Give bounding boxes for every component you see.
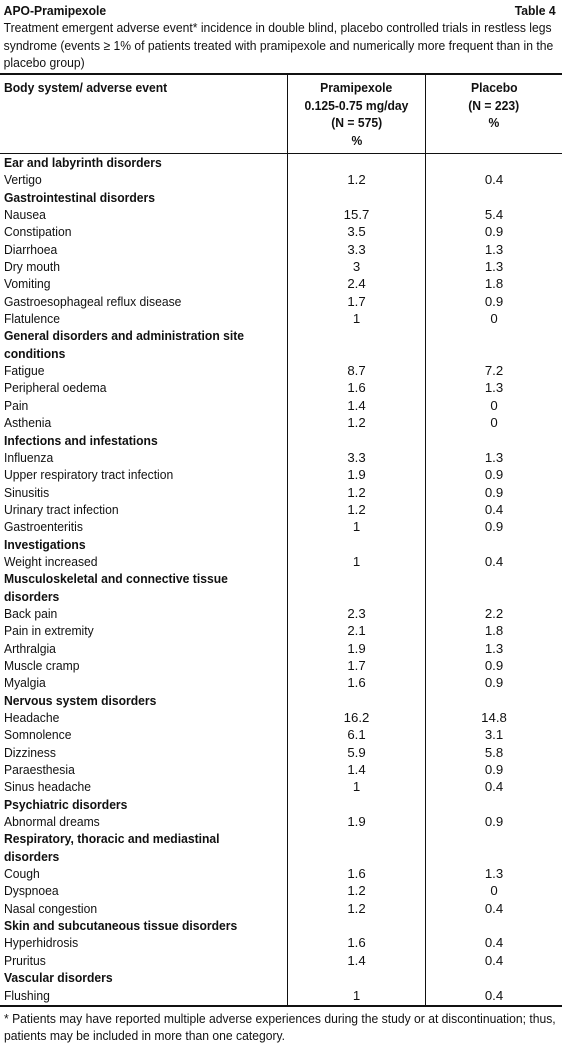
table-row: [0, 865, 562, 882]
placebo-value: 0.9: [484, 484, 504, 500]
category-label: disorders: [4, 588, 60, 604]
event-label: Pain in extremity: [4, 623, 94, 639]
table-row: [0, 362, 562, 379]
pramipexole-value: 2.3: [347, 605, 366, 621]
pramipexole-value: 16.2: [343, 710, 370, 725]
placebo-value: 7.2: [484, 363, 504, 379]
pramipexole-value: 3.3: [347, 449, 366, 465]
pramipexole-value: 1.2: [347, 883, 366, 899]
category-row: [0, 154, 562, 171]
pramipexole-value: 1: [352, 311, 361, 327]
category-label: Infections and infestations: [4, 432, 158, 448]
pramipexole-value: 5.9: [347, 744, 366, 760]
pramipexole-value: 1.2: [347, 900, 366, 916]
pramipexole-value: 1.4: [347, 762, 366, 778]
pramipexole-value: 1: [352, 553, 361, 569]
table-row: [0, 241, 562, 258]
placebo-value: 1.3: [484, 866, 504, 882]
pramipexole-value: 3.5: [347, 224, 366, 240]
pramipexole-value: 6.1: [347, 727, 366, 743]
category-label: conditions: [4, 345, 66, 361]
pramipexole-value: 1.6: [347, 380, 366, 396]
placebo-value: 0.9: [484, 657, 504, 673]
event-label: Dyspnoea: [4, 883, 59, 899]
placebo-value: 2.2: [484, 605, 504, 621]
category-label: Investigations: [4, 536, 86, 552]
table-row: [0, 171, 562, 188]
pramipexole-value: 3.3: [347, 241, 366, 257]
placebo-value: 0.9: [484, 762, 504, 778]
placebo-value: 0: [490, 415, 498, 431]
category-row: [0, 189, 562, 206]
table-body: [0, 154, 562, 1004]
placebo-value: 0.9: [484, 519, 504, 535]
column-header-event: Body system/ adverse event: [4, 80, 168, 95]
table-row: [0, 934, 562, 951]
table-row: [0, 952, 562, 969]
pramipexole-value: 1.9: [347, 467, 366, 483]
placebo-value: 0: [490, 397, 498, 413]
adverse-events-table: [0, 73, 562, 1007]
category-label: Psychiatric disorders: [4, 796, 128, 812]
pramipexole-value: 1: [352, 519, 361, 535]
event-label: Nausea: [4, 207, 46, 223]
table-row: [0, 501, 562, 518]
placebo-value: 0.4: [484, 172, 504, 188]
category-label: General disorders and administration site: [4, 328, 245, 344]
table-row: [0, 709, 562, 726]
category-row: [0, 917, 562, 934]
category-row: [0, 570, 562, 587]
event-label: Urinary tract infection: [4, 501, 119, 517]
event-label: Paraesthesia: [4, 762, 75, 778]
table-row: [0, 275, 562, 292]
placebo-value: 0.9: [484, 224, 504, 240]
placebo-value: 0.4: [484, 553, 504, 569]
placebo-value: 0: [490, 883, 498, 899]
event-label: Flatulence: [4, 311, 60, 327]
category-row: [0, 848, 562, 865]
category-row: [0, 327, 562, 344]
placebo-value: 1.3: [484, 380, 504, 396]
pramipexole-value: 1.7: [347, 293, 366, 309]
placebo-value: 14.8: [481, 710, 507, 725]
event-label: Myalgia: [4, 675, 46, 691]
event-label: Hyperhidrosis: [4, 935, 79, 951]
table-row: [0, 761, 562, 778]
event-label: Headache: [4, 710, 60, 725]
event-label: Sinusitis: [4, 484, 50, 500]
event-label: Weight increased: [4, 553, 98, 569]
table-row: [0, 553, 562, 570]
placebo-value: 0.4: [484, 952, 504, 968]
table-row: [0, 622, 562, 639]
category-row: [0, 432, 562, 449]
table-row: [0, 882, 562, 899]
table-footnote: * Patients may have reported multiple adverse experiences during the study or at discontinuation; thus, patients may be included in more than one category.: [4, 1011, 556, 1044]
pramipexole-value: 2.1: [347, 623, 366, 639]
table-caption: Treatment emergent adverse event* incidence in double blind, placebo controlled trials in restless legs syndrome (events ≥ 1% of patients treated with pramipexole and numerically more frequent than in the placebo group): [3, 20, 554, 70]
category-label: Vascular disorders: [4, 970, 113, 986]
placebo-value: 0.4: [484, 779, 504, 795]
table-row: [0, 987, 562, 1004]
event-label: Abnormal dreams: [4, 814, 100, 830]
event-label: Diarrhoea: [4, 241, 58, 257]
table-row: [0, 640, 562, 657]
event-label: Dizziness: [4, 744, 56, 760]
event-label: Fatigue: [4, 363, 45, 379]
category-row: [0, 830, 562, 847]
event-label: Sinus headache: [4, 779, 92, 795]
table-row: [0, 293, 562, 310]
placebo-value: 1.8: [484, 623, 504, 639]
placebo-value: 1.3: [484, 640, 504, 656]
category-label: Gastrointestinal disorders: [4, 189, 156, 205]
event-label: Back pain: [4, 605, 58, 621]
table-label: Table 4: [514, 3, 556, 18]
placebo-value: 1.3: [484, 449, 504, 465]
column-header-pramipexole: Pramipexole 0.125-0.75 mg/day (N = 575) %: [304, 80, 409, 148]
category-row: [0, 536, 562, 553]
event-label: Arthralgia: [4, 640, 56, 656]
placebo-value: 0.9: [484, 293, 504, 309]
table-row: [0, 657, 562, 674]
category-row: [0, 969, 562, 986]
table-row: [0, 813, 562, 830]
table-row: [0, 466, 562, 483]
table-row: [0, 379, 562, 396]
placebo-value: 5.8: [484, 744, 504, 760]
table-row: [0, 744, 562, 761]
table-row: [0, 900, 562, 917]
placebo-value: 0.4: [484, 900, 504, 916]
category-row: [0, 588, 562, 605]
drug-title: APO-Pramipexole: [3, 3, 107, 18]
table-row: [0, 223, 562, 240]
pramipexole-value: 1.2: [347, 415, 366, 431]
pramipexole-value: 2.4: [347, 276, 366, 292]
event-label: Pruritus: [4, 952, 46, 968]
event-label: Asthenia: [4, 415, 52, 431]
pramipexole-value: 1.7: [347, 657, 366, 673]
pramipexole-value: 1.4: [347, 952, 366, 968]
category-label: Respiratory, thoracic and mediastinal: [4, 831, 220, 847]
category-row: [0, 692, 562, 709]
pramipexole-value: 1.6: [347, 866, 366, 882]
pramipexole-value: 15.7: [343, 207, 370, 223]
pramipexole-value: 1.6: [347, 675, 366, 691]
event-label: Influenza: [4, 449, 54, 465]
table-row: [0, 449, 562, 466]
table-row: [0, 778, 562, 795]
table-row: [0, 414, 562, 431]
event-label: Peripheral oedema: [4, 380, 107, 396]
placebo-value: 1.3: [484, 241, 504, 257]
table-row: [0, 674, 562, 691]
category-label: disorders: [4, 848, 60, 864]
event-label: Flushing: [4, 987, 50, 1003]
event-label: Somnolence: [4, 727, 72, 743]
placebo-value: 0.4: [484, 935, 504, 951]
pramipexole-value: 3: [352, 259, 361, 275]
placebo-value: 0: [490, 311, 498, 327]
pramipexole-value: 1.2: [347, 172, 366, 188]
category-label: Skin and subcutaneous tissue disorders: [4, 918, 238, 934]
event-label: Constipation: [4, 224, 72, 240]
event-label: Gastroesophageal reflux disease: [4, 293, 182, 309]
event-label: Gastroenteritis: [4, 519, 83, 535]
placebo-value: 0.4: [484, 987, 504, 1003]
placebo-value: 1.3: [484, 259, 504, 275]
title-row: [4, 0, 560, 19]
placebo-value: 0.9: [484, 814, 504, 830]
pramipexole-value: 1: [352, 779, 361, 795]
table-row: [0, 726, 562, 743]
placebo-value: 3.1: [484, 727, 504, 743]
pramipexole-value: 1.4: [347, 397, 366, 413]
pramipexole-value: 1: [352, 987, 361, 1003]
table-row: [0, 518, 562, 535]
placebo-value: 5.4: [484, 207, 504, 223]
event-label: Dry mouth: [4, 259, 60, 275]
pramipexole-value: 1.9: [347, 814, 366, 830]
table-row: [0, 605, 562, 622]
placebo-value: 0.4: [484, 501, 504, 517]
category-label: Nervous system disorders: [4, 692, 157, 708]
placebo-value: 0.9: [484, 675, 504, 691]
category-label: Ear and labyrinth disorders: [4, 155, 162, 170]
table-header: [0, 0, 562, 73]
event-label: Nasal congestion: [4, 900, 98, 916]
pramipexole-value: 8.7: [347, 363, 366, 379]
table-row: [0, 484, 562, 501]
pramipexole-value: 1.2: [347, 484, 366, 500]
table-row: [0, 206, 562, 223]
category-label: Musculoskeletal and connective tissue: [4, 571, 228, 587]
event-label: Cough: [4, 866, 40, 882]
event-label: Muscle cramp: [4, 657, 80, 673]
event-label: Vertigo: [4, 172, 42, 188]
placebo-value: 1.8: [484, 276, 504, 292]
table-row: [0, 310, 562, 327]
category-row: [0, 796, 562, 813]
event-label: Pain: [4, 397, 29, 413]
placebo-value: 0.9: [484, 467, 504, 483]
table-row: [0, 258, 562, 275]
pramipexole-value: 1.9: [347, 640, 366, 656]
event-label: Upper respiratory tract infection: [4, 467, 174, 483]
column-header-placebo: Placebo (N = 223) %: [468, 80, 520, 130]
event-label: Vomiting: [4, 276, 51, 292]
table-row: [0, 397, 562, 414]
pramipexole-value: 1.6: [347, 935, 366, 951]
category-row: [0, 345, 562, 362]
pramipexole-value: 1.2: [347, 501, 366, 517]
